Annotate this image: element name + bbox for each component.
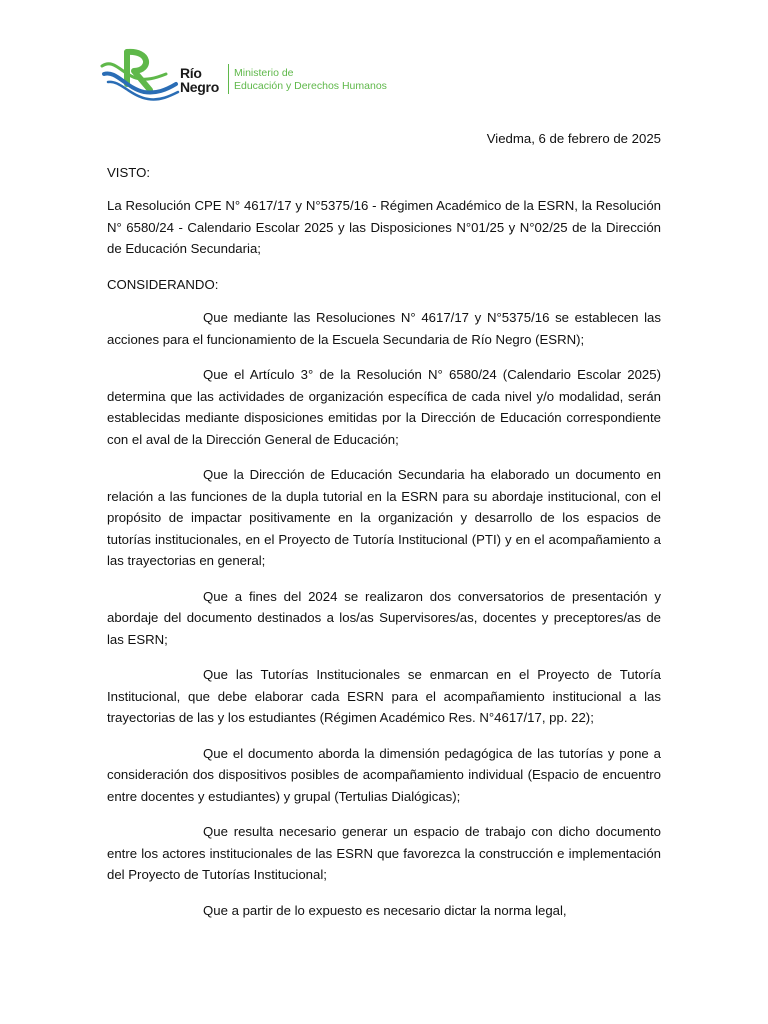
rio-negro-logo-icon bbox=[100, 44, 182, 104]
brand-line-1: Río bbox=[180, 65, 202, 81]
brand-line-2: Negro bbox=[180, 79, 219, 95]
considerando-paragraph: Que mediante las Resoluciones N° 4617/17 y N°5375/16 se establecen las acciones para el funcionamiento de la Escuela Secundaria de Río Negro (ESRN); bbox=[107, 310, 661, 347]
letterhead bbox=[100, 40, 440, 106]
visto-text: La Resolución CPE N° 4617/17 y N°5375/16 - Régimen Académico de la ESRN, la Resolución N° 6580/24 - Calendario Escolar 2025 y las Disposiciones N°01/25 y N°02/25 de la Dirección de Educación Secundaria; bbox=[107, 198, 661, 256]
visto-label: VISTO: bbox=[107, 164, 150, 180]
considerando-paragraph: Que el Artículo 3° de la Resolución N° 6580/24 (Calendario Escolar 2025) determina que las actividades de organización específica de cada nivel y/o modalidad, serán establecidas mediante disposiciones emitidas por la Dirección de Educación correspondiente con el aval de la Dirección General de Educación; bbox=[107, 367, 661, 447]
considerando-paragraph: Que a partir de lo expuesto es necesario dictar la norma legal, bbox=[203, 902, 567, 918]
considerando-paragraph: Que las Tutorías Institucionales se enmarcan en el Proyecto de Tutoría Institucional, que debe elaborar cada ESRN para el acompañamiento institucional a las trayectorias de las y los estudiantes (Régimen Académico Res. N°4617/17, pp. 22); bbox=[107, 667, 661, 725]
document-body bbox=[107, 128, 661, 935]
considerando-paragraph: Que a fines del 2024 se realizaron dos conversatorios de presentación y abordaje del documento destinados a los/as Supervisores/as, docentes y preceptores/as de las ESRN; bbox=[107, 588, 661, 647]
ministry-line-1: Ministerio de bbox=[234, 67, 294, 79]
considerando-paragraph: Que la Dirección de Educación Secundaria ha elaborado un documento en relación a las funciones de la dupla tutorial en la ESRN para su abordaje institucional, con el propósito de impactar positivamente en la organización y desarrollo de los espacios de tutorías institucionales, en el Proyecto de Tutoría Institucional (PTI) y en el acompañamiento a las trayectorias en general; bbox=[107, 467, 661, 568]
considerando-paragraph: Que el documento aborda la dimensión pedagógica de las tutorías y pone a consideración dos dispositivos posibles de acompañamiento individual (Espacio de encuentro entre docentes y estudiantes) y grupal (Tertulias Dialógicas); bbox=[107, 745, 661, 804]
header-divider bbox=[228, 64, 229, 94]
considerando-label: CONSIDERANDO: bbox=[107, 276, 219, 292]
document-date: Viedma, 6 de febrero de 2025 bbox=[486, 131, 661, 146]
considerando-paragraph: Que resulta necesario generar un espacio de trabajo con dicho documento entre los actores institucionales de las ESRN que favorezca la construcción e implementación del Proyecto de Tutorías Institucional; bbox=[107, 824, 661, 882]
ministry-line-2: Educación y Derechos Humanos bbox=[234, 80, 387, 92]
ministry-name bbox=[234, 67, 387, 93]
brand-name bbox=[180, 66, 219, 94]
